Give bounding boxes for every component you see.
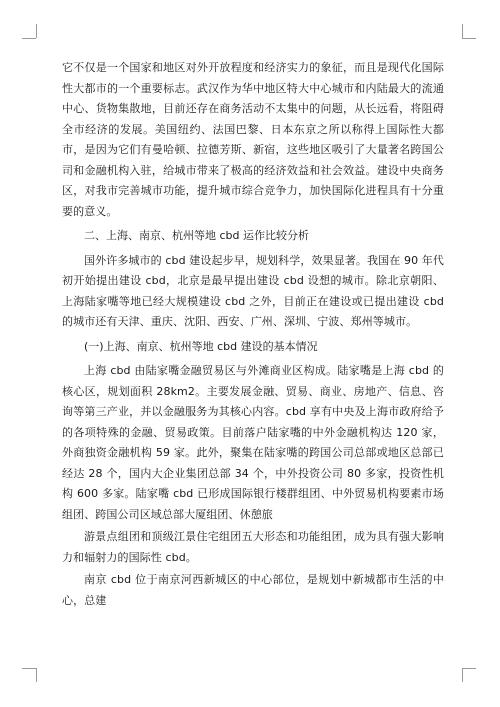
paragraph-domestic-cbd-overview: 国外许多城市的 cbd 建设起步早，规划科学，效果显著。我国在 90 年代初开始提出建设 cbd，北京是最早提出建设 cbd 设想的城市。除北京朝阳、上海陆家嘴等地已经大规模建设 cbd 之外，目前正在建设或已提出建设 cbd 的城市还有天津、重庆、沈阳、西安、广州、深圳、宁波、郑州等城市。: [62, 253, 444, 328]
crop-mark-bottom-right-h: [462, 668, 476, 669]
crop-mark-top-left-v: [36, 24, 37, 38]
section-heading-comparison: 二、上海、南京、杭州等地 cbd 运作比较分析: [84, 229, 310, 242]
paragraph-shanghai-cbd: 上海 cbd 由陆家嘴金融贸易区与外滩商业区构成。陆家嘴是上海 cbd 的核心区，规划面积 28km2。主要发展金融、贸易、商业、房地产、信息、咨询等第三产业，并以金融服务为其核心内容。cbd 享有中央及上海市政府给予的各项特殊的金融、贸易政策。目前落户陆家嘴的中外金融机构达 120 家，外商独资金融机构 59 家。此外，聚集在陆家嘴的跨国公司总部或地区总部已经达 28 个，国内大企业集团总部 34 个，中外投资公司 80 多家，投资性机构 600 多家。陆家嘴 cbd 已形成国际银行楼群组团、中外贸易机构要素市场组团、跨国公司区域总部大厦组团、休憩旅: [62, 364, 444, 521]
paragraph-shanghai-cbd-clusters: 游景点组团和顶级江景住宅组团五大形态和功能组团，成为具有强大影响力和辐射力的国际性 cbd。: [62, 530, 444, 564]
subsection-heading-basic-situation: (一)上海、南京、杭州等地 cbd 建设的基本情况: [84, 339, 318, 353]
paragraph-cbd-significance: 它不仅是一个国家和地区对外开放程度和经济实力的象征，而且是现代化国际性大都市的一个重要标志。武汉作为华中地区特大中心城市和内陆最大的流通中心、货物集散地，目前还存在商务活动不太集中的问题，从长远看，将阻碍全市经济的发展。美国纽约、法国巴黎、日本东京之所以称得上国际性大都市，是因为它们有曼哈顿、拉德芳斯、新宿，这些地区吸引了大量著名跨国公司和金融机构入驻，给城市带来了极高的经济效益和社会效益。建设中央商务区，对我市完善城市功能，提升城市综合竞争力，加快国际化进程具有十分重要的意义。: [62, 61, 444, 218]
crop-mark-bottom-left-h: [22, 668, 36, 669]
crop-mark-top-right-v: [462, 24, 463, 38]
crop-mark-bottom-right-v: [462, 668, 463, 682]
crop-mark-bottom-left-v: [36, 668, 37, 682]
crop-mark-top-left-h: [22, 38, 36, 39]
crop-mark-top-right-h: [462, 38, 476, 39]
paragraph-nanjing-cbd: 南京 cbd 位于南京河西新城区的中心部位，是规划中新城都市生活的中心，总建: [62, 573, 444, 607]
document-body: [62, 58, 444, 611]
